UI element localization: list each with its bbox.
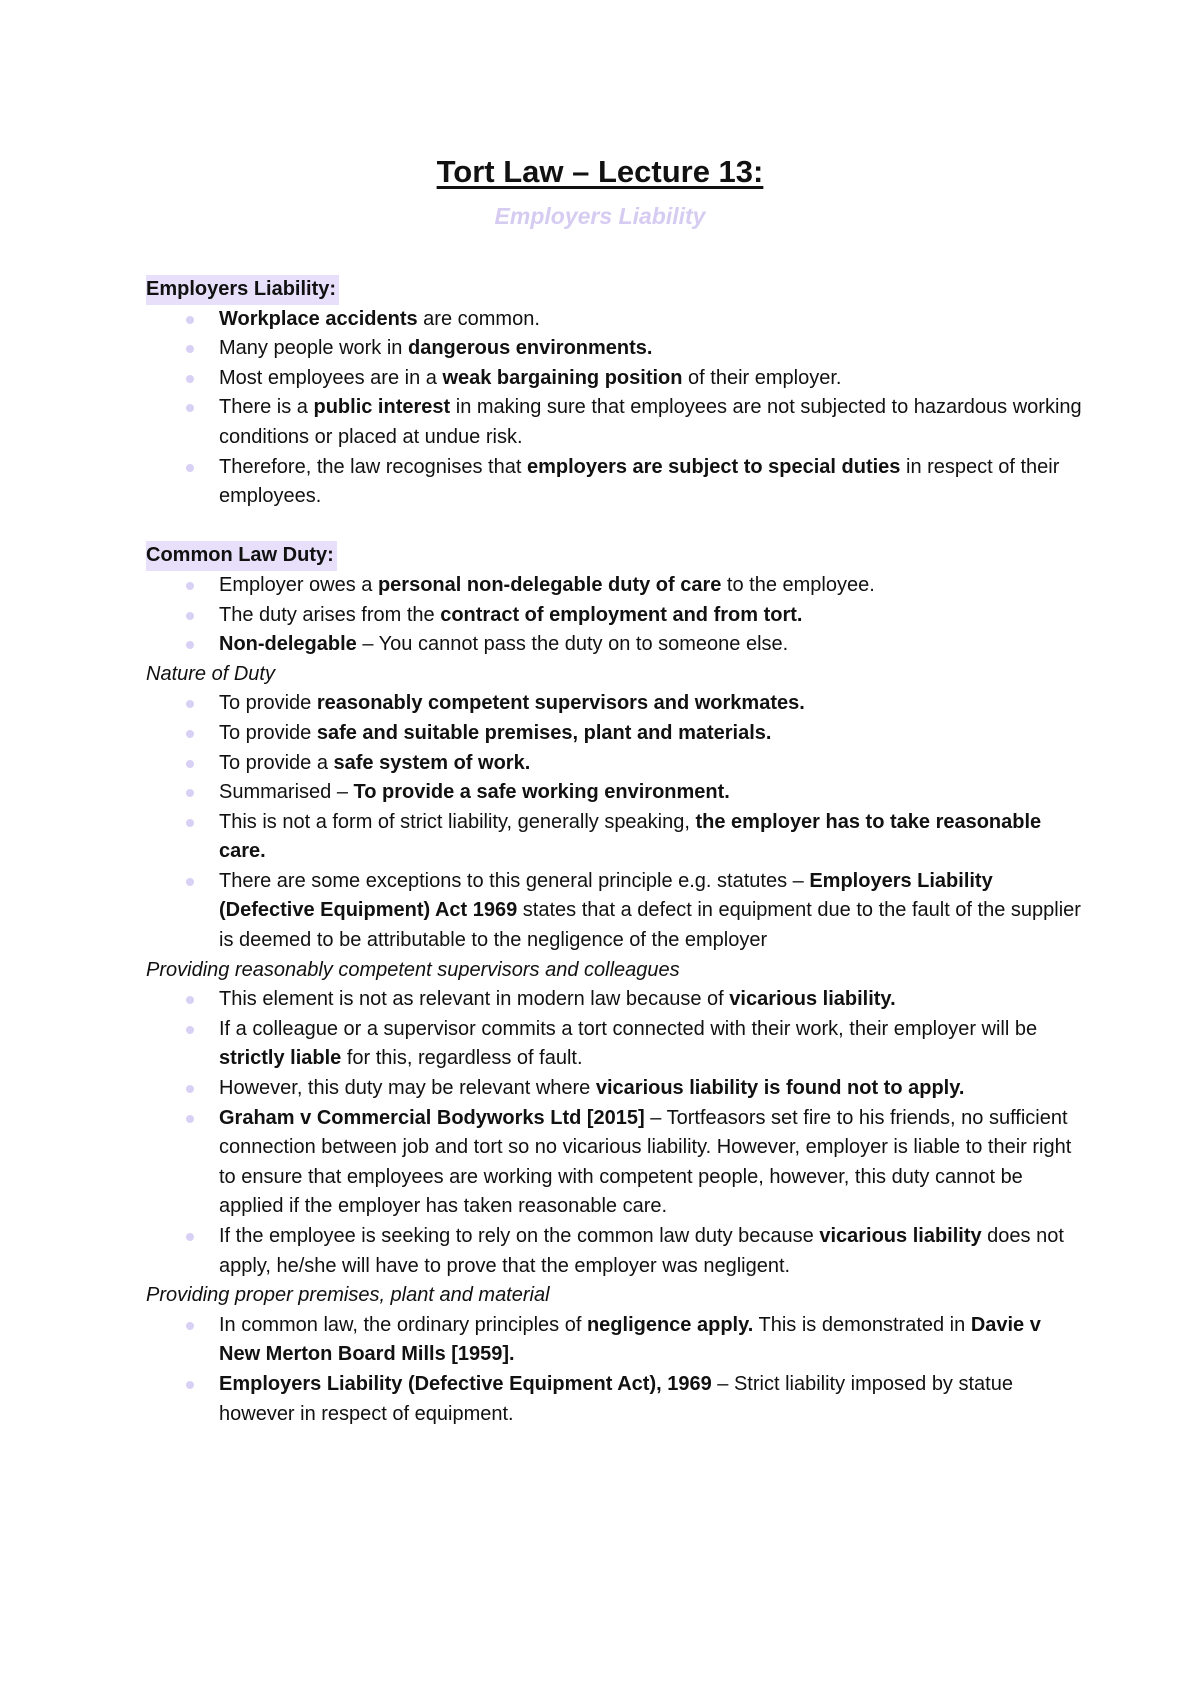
list-item xyxy=(146,1222,1086,1281)
bullet-icon xyxy=(186,996,194,1004)
list-item xyxy=(146,1074,1086,1104)
text-run: To provide xyxy=(219,721,317,744)
subsection-heading: Nature of Duty xyxy=(146,662,275,685)
bold-text: weak bargaining position xyxy=(442,366,683,389)
bullet-list xyxy=(146,1311,1086,1429)
bullet-list xyxy=(146,305,1086,512)
bullet-icon xyxy=(186,1322,194,1330)
bullet-list xyxy=(146,689,1086,955)
bullet-icon xyxy=(186,641,194,649)
list-item xyxy=(146,985,1086,1015)
section xyxy=(146,541,1086,1429)
bold-text: reasonably competent supervisors and workmates. xyxy=(316,692,805,715)
bullet-icon xyxy=(186,789,194,797)
bold-text: contract of employment and from tort. xyxy=(440,603,803,626)
section xyxy=(146,275,1086,512)
bullet-list xyxy=(146,571,1086,660)
bold-text: personal non-delegable duty of care xyxy=(377,573,722,596)
text-run: in making sure that employees are not subjected to hazardous working conditions or placed at undue risk. xyxy=(219,396,1082,448)
list-item xyxy=(146,364,1086,394)
bold-text: safe system of work. xyxy=(333,751,531,774)
text-run: in respect of their employees. xyxy=(219,455,1060,508)
bullet-icon xyxy=(186,375,194,383)
bold-text: Non-delegable xyxy=(219,633,357,656)
list-item xyxy=(146,393,1086,452)
text-run: Therefore, the law recognises that xyxy=(219,455,527,478)
section-heading-line xyxy=(146,541,1086,571)
text-run: of their employer. xyxy=(682,366,842,389)
bullet-icon xyxy=(186,819,194,827)
text-run: This is demonstrated in xyxy=(753,1313,971,1336)
text-run: Most employees are in a xyxy=(219,366,443,389)
bold-text: Graham v Commercial Bodyworks Ltd [2015] xyxy=(219,1106,645,1129)
text-run: There are some exceptions to this general principle e.g. statutes – xyxy=(219,869,810,892)
list-item xyxy=(146,334,1086,364)
bold-text: vicarious liability xyxy=(819,1225,982,1247)
list-item xyxy=(146,1311,1086,1370)
bold-text: safe and suitable premises, plant and materials. xyxy=(316,721,772,744)
list-item xyxy=(146,719,1086,749)
list-item xyxy=(146,778,1086,808)
bullet-icon xyxy=(186,582,194,590)
text-run: To provide a xyxy=(219,751,334,774)
list-item xyxy=(146,305,1086,335)
subsection-heading: Providing reasonably competent supervisors and colleagues xyxy=(146,958,680,981)
text-run: for this, regardless of fault. xyxy=(341,1047,583,1070)
text-run: This is not a form of strict liability, generally speaking, xyxy=(219,810,696,833)
bold-text: employers are subject to special duties xyxy=(526,455,901,478)
text-run: The duty arises from the xyxy=(219,603,441,626)
bold-text: Employers Liability (Defective Equipment Act), 1969 xyxy=(219,1372,712,1395)
text-run: – Strict liability imposed by statue however in respect of equipment. xyxy=(219,1372,1013,1425)
bullet-icon xyxy=(186,1085,194,1093)
text-run: To provide xyxy=(219,692,317,715)
section-heading: Employers Liability: xyxy=(146,275,339,305)
list-item xyxy=(146,1104,1086,1222)
bullet-list xyxy=(146,985,1086,1281)
bold-text: vicarious liability. xyxy=(729,988,896,1011)
bullet-icon xyxy=(186,700,194,708)
text-run: If the employee is seeking to rely on the common law duty because xyxy=(219,1225,820,1247)
bullet-icon xyxy=(186,1026,194,1034)
section-heading-line xyxy=(146,275,1086,305)
text-run: Employer owes a xyxy=(219,573,378,596)
text-run: are common. xyxy=(417,307,540,330)
list-item xyxy=(146,630,1086,660)
bold-text: negligence apply. xyxy=(586,1313,754,1336)
text-run: – Tortfeasors set fire to his friends, no sufficient connection between job and tort so no vicarious liability. However, employer is liable to their right to ensure that employees are working with competent people, however, this duty cannot be applied if the employer has taken reasonable care. xyxy=(219,1106,1072,1218)
text-run: states that a defect in equipment due to the fault of the supplier is deemed to be attributable to the negligence of the employer xyxy=(219,899,1081,952)
bold-text: Employers Liability (Defective Equipment) Act 1969 xyxy=(219,869,993,922)
bullet-icon xyxy=(186,878,194,886)
section-heading: Common Law Duty: xyxy=(146,541,337,571)
page-title: Tort Law – Lecture 13: xyxy=(436,154,764,189)
bold-text: Workplace accidents xyxy=(219,307,418,330)
list-item xyxy=(146,808,1086,867)
bold-text: vicarious liability is found not to apply. xyxy=(595,1077,965,1100)
subsection-heading: Providing proper premises, plant and material xyxy=(146,1284,550,1307)
bold-text: the employer has to take reasonable care. xyxy=(219,810,1042,863)
list-item xyxy=(146,867,1086,956)
list-item xyxy=(146,453,1086,512)
list-item xyxy=(146,601,1086,631)
list-item xyxy=(146,749,1086,779)
text-run: Summarised – xyxy=(219,781,354,804)
bullet-icon xyxy=(186,1381,194,1389)
text-run: to the employee. xyxy=(721,573,875,596)
bullet-icon xyxy=(186,345,194,353)
bullet-icon xyxy=(186,730,194,738)
text-run: – You cannot pass the duty on to someone else. xyxy=(356,633,789,656)
text-run: Many people work in xyxy=(219,337,408,360)
bold-text: To provide a safe working environment. xyxy=(353,781,730,804)
bold-text: Davie v New Merton Board Mills [1959]. xyxy=(219,1313,1041,1366)
bullet-icon xyxy=(186,316,194,324)
text-run: This element is not as relevant in modern law because of xyxy=(219,988,730,1011)
bold-text: public interest xyxy=(313,396,451,419)
page-subtitle: Employers Liability xyxy=(494,203,706,229)
bullet-icon xyxy=(186,464,194,472)
list-item xyxy=(146,1370,1086,1429)
document-body xyxy=(146,275,1086,1429)
text-run: In common law, the ordinary principles of xyxy=(219,1313,587,1336)
text-run: does not apply, he/she will have to prove that the employer was negligent. xyxy=(219,1225,1064,1277)
text-run: There is a xyxy=(219,396,314,419)
bullet-icon xyxy=(186,1115,194,1123)
text-run: However, this duty may be relevant where xyxy=(219,1077,596,1100)
list-item xyxy=(146,571,1086,601)
list-item xyxy=(146,1015,1086,1074)
bold-text: strictly liable xyxy=(219,1047,342,1070)
text-run: If a colleague or a supervisor commits a tort connected with their work, their employer will be xyxy=(219,1017,1038,1040)
bullet-icon xyxy=(186,612,194,620)
bold-text: dangerous environments. xyxy=(407,337,653,360)
bullet-icon xyxy=(186,1233,194,1241)
bullet-icon xyxy=(186,404,194,412)
bullet-icon xyxy=(186,760,194,768)
list-item xyxy=(146,689,1086,719)
